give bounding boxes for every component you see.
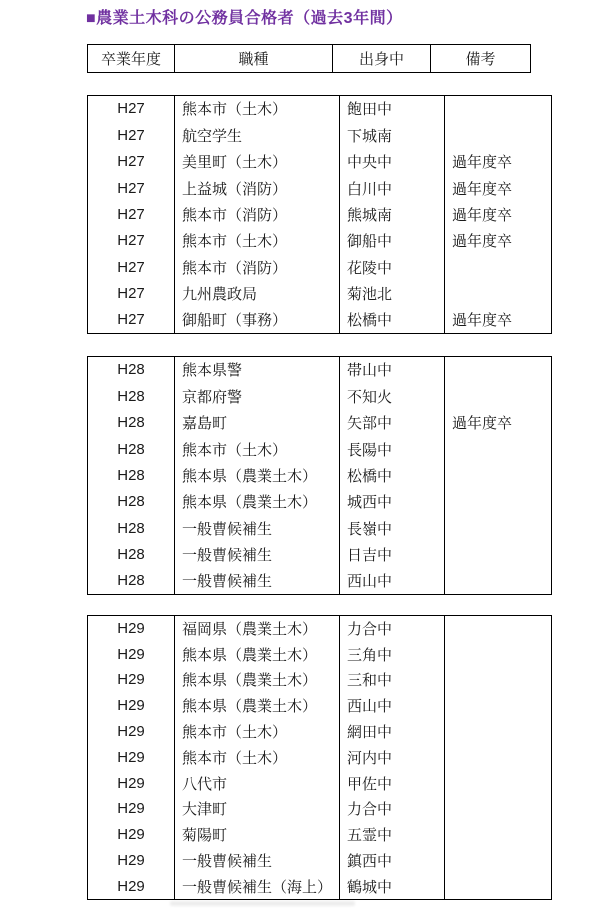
note-cell — [445, 848, 552, 874]
year-cell: H27 — [88, 201, 175, 227]
note-cell — [445, 489, 552, 515]
table-row — [88, 873, 552, 899]
note-cell — [445, 744, 552, 770]
year-cell: H29 — [88, 667, 175, 693]
note-cell — [445, 254, 552, 280]
note-cell — [445, 641, 552, 667]
table-row — [88, 542, 552, 568]
year-cell: H29 — [88, 796, 175, 822]
job-cell: 嘉島町 — [175, 409, 340, 435]
school-cell: 長陽中 — [340, 436, 445, 462]
school-cell: 河内中 — [340, 744, 445, 770]
table-row — [88, 409, 552, 435]
school-cell: 菊池北 — [340, 281, 445, 307]
job-cell: 菊陽町 — [175, 822, 340, 848]
table-row — [88, 489, 552, 515]
job-cell: 福岡県（農業土木） — [175, 616, 340, 642]
table-row — [88, 744, 552, 770]
note-cell — [445, 667, 552, 693]
table-row — [88, 201, 552, 227]
column-header-job-type: 職種 — [175, 45, 333, 73]
note-cell: 過年度卒 — [445, 409, 552, 435]
note-cell — [445, 873, 552, 899]
column-header-remarks: 備考 — [431, 45, 531, 73]
year-cell: H28 — [88, 515, 175, 541]
school-cell: 御船中 — [340, 228, 445, 254]
job-cell: 美里町（土木） — [175, 148, 340, 174]
year-cell: H28 — [88, 462, 175, 488]
school-cell: 網田中 — [340, 719, 445, 745]
note-cell — [445, 436, 552, 462]
job-cell: 熊本県警 — [175, 357, 340, 383]
job-cell: 熊本県（農業土木） — [175, 667, 340, 693]
school-cell: 熊城南 — [340, 201, 445, 227]
school-cell: 帯山中 — [340, 357, 445, 383]
job-cell: 熊本市（土木） — [175, 744, 340, 770]
school-cell: 中央中 — [340, 148, 445, 174]
job-cell: 一般曹候補生 — [175, 542, 340, 568]
year-cell: H28 — [88, 568, 175, 594]
school-cell: 長嶺中 — [340, 515, 445, 541]
table-row — [88, 796, 552, 822]
job-cell: 一般曹候補生 — [175, 568, 340, 594]
school-cell: 白川中 — [340, 175, 445, 201]
job-cell: 熊本県（農業土木） — [175, 641, 340, 667]
note-cell — [445, 822, 552, 848]
results-table-h28 — [87, 356, 552, 595]
school-cell: 下城南 — [340, 122, 445, 148]
table-row — [88, 254, 552, 280]
table-row — [88, 719, 552, 745]
year-cell: H28 — [88, 357, 175, 383]
job-cell: 大津町 — [175, 796, 340, 822]
results-table-h29 — [87, 615, 552, 900]
year-cell: H29 — [88, 719, 175, 745]
table-row — [88, 641, 552, 667]
school-cell: 甲佐中 — [340, 770, 445, 796]
job-cell: 熊本市（土木） — [175, 436, 340, 462]
year-cell: H28 — [88, 383, 175, 409]
school-cell: 松橋中 — [340, 462, 445, 488]
job-cell: 八代市 — [175, 770, 340, 796]
header-row — [88, 45, 531, 73]
table-row — [88, 616, 552, 642]
year-cell: H29 — [88, 641, 175, 667]
year-cell: H29 — [88, 873, 175, 899]
column-header-graduation-year: 卒業年度 — [88, 45, 175, 73]
table-row — [88, 383, 552, 409]
note-cell — [445, 616, 552, 642]
job-cell: 一般曹候補生（海上） — [175, 873, 340, 899]
year-cell: H29 — [88, 744, 175, 770]
year-cell: H29 — [88, 822, 175, 848]
table-row — [88, 693, 552, 719]
year-cell: H28 — [88, 489, 175, 515]
year-cell: H29 — [88, 693, 175, 719]
table-row — [88, 357, 552, 383]
job-cell: 熊本市（消防） — [175, 201, 340, 227]
table-row — [88, 568, 552, 594]
school-cell: 城西中 — [340, 489, 445, 515]
note-cell — [445, 462, 552, 488]
page-title: ■農業土木科の公務員合格者（過去3年間） — [86, 10, 403, 27]
column-header-origin-junior-high: 出身中 — [333, 45, 431, 73]
note-cell — [445, 693, 552, 719]
year-cell: H27 — [88, 122, 175, 148]
year-cell: H28 — [88, 409, 175, 435]
year-cell: H27 — [88, 254, 175, 280]
note-cell — [445, 796, 552, 822]
school-cell: 花陵中 — [340, 254, 445, 280]
note-cell — [445, 281, 552, 307]
school-cell: 鶴城中 — [340, 873, 445, 899]
table-row — [88, 770, 552, 796]
table-row — [88, 148, 552, 174]
school-cell: 西山中 — [340, 568, 445, 594]
note-cell: 過年度卒 — [445, 228, 552, 254]
school-cell: 力合中 — [340, 616, 445, 642]
school-cell: 三角中 — [340, 641, 445, 667]
note-cell: 過年度卒 — [445, 307, 552, 333]
table-row — [88, 822, 552, 848]
table-row — [88, 307, 552, 333]
job-cell: 御船町（事務） — [175, 307, 340, 333]
note-cell — [445, 770, 552, 796]
note-cell: 過年度卒 — [445, 201, 552, 227]
job-cell: 一般曹候補生 — [175, 848, 340, 874]
note-cell: 過年度卒 — [445, 148, 552, 174]
job-cell: 熊本県（農業土木） — [175, 462, 340, 488]
year-cell: H29 — [88, 770, 175, 796]
job-cell: 京都府警 — [175, 383, 340, 409]
table-row — [88, 667, 552, 693]
note-cell — [445, 122, 552, 148]
note-cell — [445, 96, 552, 122]
job-cell: 航空学生 — [175, 122, 340, 148]
job-cell: 熊本県（農業土木） — [175, 693, 340, 719]
note-cell — [445, 542, 552, 568]
school-cell: 不知火 — [340, 383, 445, 409]
school-cell: 松橋中 — [340, 307, 445, 333]
job-cell: 熊本市（土木） — [175, 719, 340, 745]
table-row — [88, 122, 552, 148]
school-cell: 力合中 — [340, 796, 445, 822]
table-row — [88, 228, 552, 254]
job-cell: 上益城（消防） — [175, 175, 340, 201]
table-row — [88, 436, 552, 462]
note-cell — [445, 357, 552, 383]
job-cell: 熊本市（消防） — [175, 254, 340, 280]
year-cell: H27 — [88, 228, 175, 254]
school-cell: 日吉中 — [340, 542, 445, 568]
note-cell — [445, 719, 552, 745]
job-cell: 一般曹候補生 — [175, 515, 340, 541]
note-cell — [445, 515, 552, 541]
job-cell: 熊本県（農業土木） — [175, 489, 340, 515]
note-cell — [445, 383, 552, 409]
year-cell: H29 — [88, 848, 175, 874]
year-cell: H29 — [88, 616, 175, 642]
header-table — [87, 44, 531, 73]
year-cell: H27 — [88, 148, 175, 174]
school-cell: 西山中 — [340, 693, 445, 719]
year-cell: H27 — [88, 307, 175, 333]
job-cell: 熊本市（土木） — [175, 96, 340, 122]
job-cell: 九州農政局 — [175, 281, 340, 307]
school-cell: 飽田中 — [340, 96, 445, 122]
note-cell — [445, 568, 552, 594]
year-cell: H27 — [88, 281, 175, 307]
page-edge-artifact — [170, 901, 355, 906]
table-row — [88, 96, 552, 122]
school-cell: 鎮西中 — [340, 848, 445, 874]
school-cell: 五霊中 — [340, 822, 445, 848]
table-row — [88, 515, 552, 541]
year-cell: H27 — [88, 96, 175, 122]
table-row — [88, 281, 552, 307]
year-cell: H28 — [88, 542, 175, 568]
year-cell: H28 — [88, 436, 175, 462]
year-cell: H27 — [88, 175, 175, 201]
job-cell: 熊本市（土木） — [175, 228, 340, 254]
school-cell: 三和中 — [340, 667, 445, 693]
school-cell: 矢部中 — [340, 409, 445, 435]
table-row — [88, 848, 552, 874]
note-cell: 過年度卒 — [445, 175, 552, 201]
table-row — [88, 175, 552, 201]
table-row — [88, 462, 552, 488]
results-table-h27 — [87, 95, 552, 334]
